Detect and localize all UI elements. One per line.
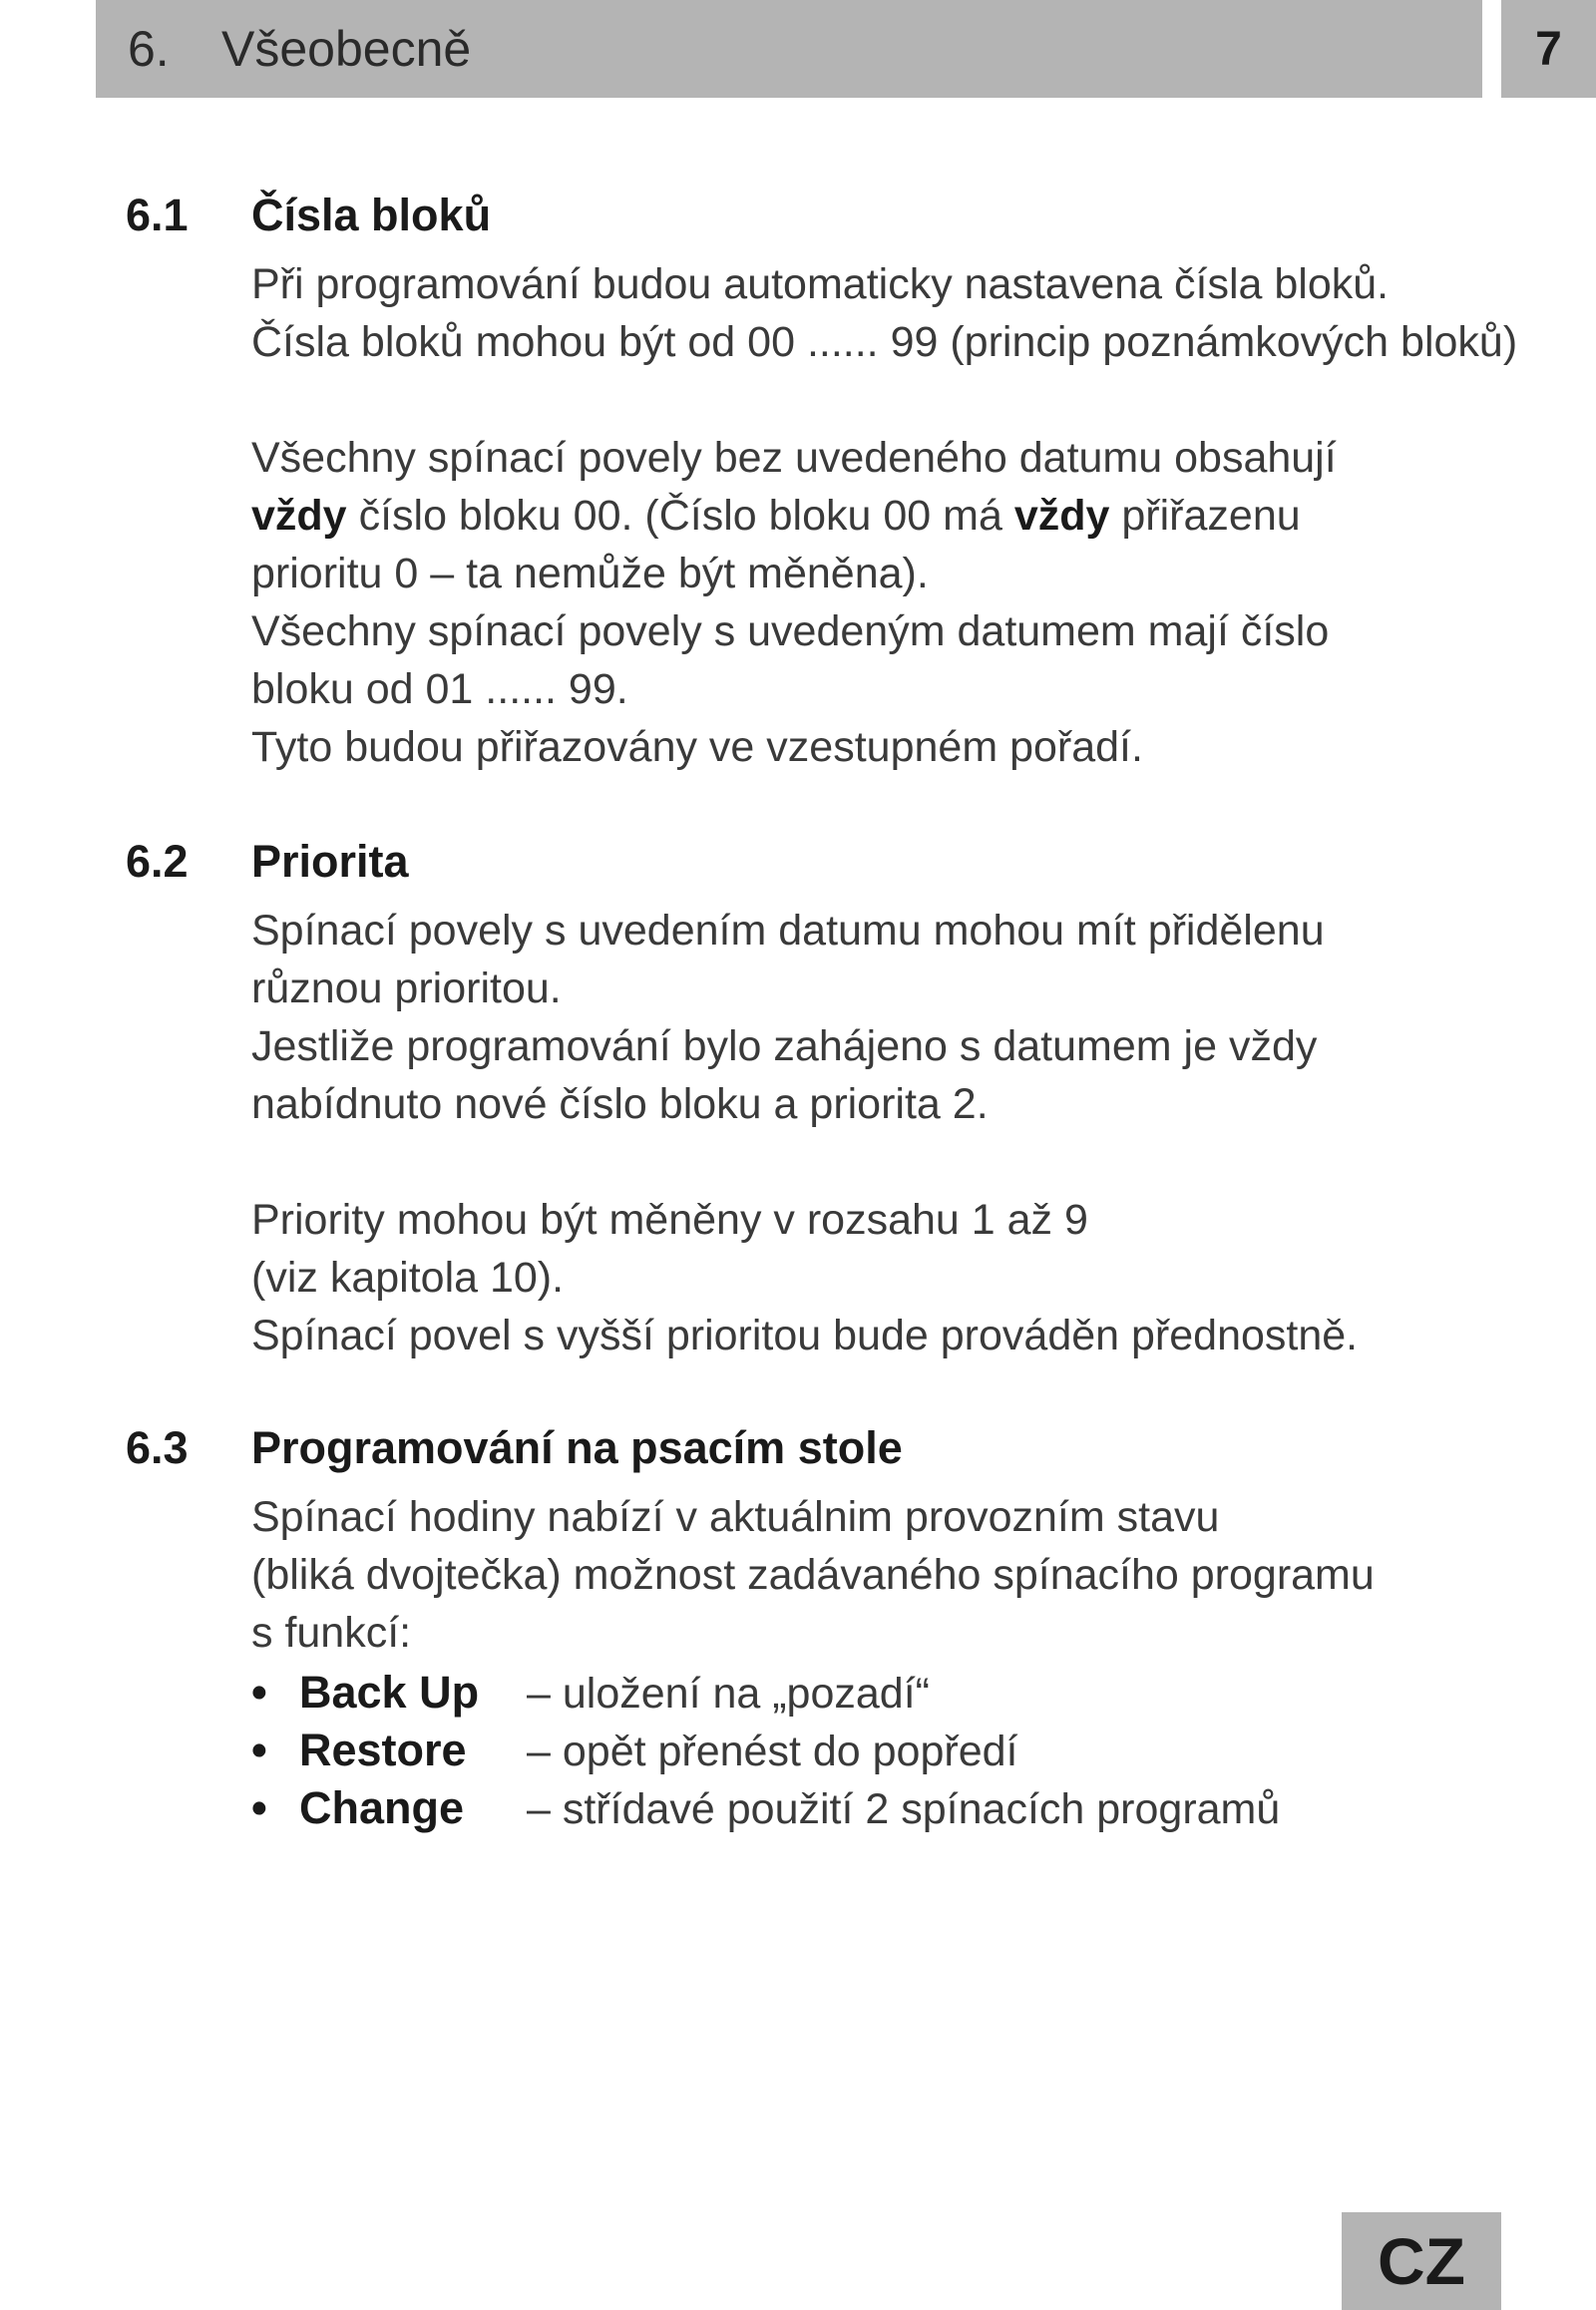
- paragraph-line: nabídnuto nové číslo bloku a priorita 2.: [251, 1080, 989, 1128]
- chapter-title: Všeobecně: [221, 21, 472, 77]
- paragraph-line: Čísla bloků mohou být od 00 ...... 99 (princip poznámkových bloků): [251, 318, 1518, 366]
- paragraph-line: Všechny spínací povely bez uvedeného datumu obsahují: [251, 434, 1337, 482]
- function-name: Back Up: [299, 1667, 480, 1718]
- function-description: – uložení na „pozadí“: [527, 1670, 930, 1718]
- paragraph-line: Priority mohou být měněny v rozsahu 1 až 9: [251, 1196, 1088, 1244]
- section-title: Programování na psacím stole: [251, 1422, 903, 1473]
- paragraph-line: Spínací hodiny nabízí v aktuálnim provozním stavu: [251, 1493, 1220, 1541]
- function-name: Restore: [299, 1725, 467, 1775]
- bullet-icon: •: [251, 1667, 267, 1718]
- bold-word: vždy: [251, 492, 347, 540]
- page-number: 7: [1501, 0, 1596, 98]
- text-fragment: přiřazenu: [1121, 492, 1301, 540]
- section-number: 6.3: [126, 1422, 189, 1473]
- paragraph-line: Spínací povel s vyšší prioritou bude prováděn přednostně.: [251, 1312, 1359, 1359]
- paragraph-line: Jestliže programování bylo zahájeno s datumem je vždy: [251, 1022, 1318, 1070]
- paragraph-line: s funkcí:: [251, 1609, 412, 1657]
- bullet-icon: •: [251, 1725, 267, 1775]
- chapter-header: [96, 0, 1482, 98]
- chapter-number: 6.: [128, 21, 170, 77]
- function-name: Change: [299, 1782, 465, 1833]
- bullet-icon: •: [251, 1782, 267, 1833]
- paragraph-line: bloku od 01 ...... 99.: [251, 665, 628, 713]
- paragraph-line: Všechny spínací povely s uvedeným datumem mají číslo: [251, 607, 1330, 655]
- paragraph-line: (bliká dvojtečka) možnost zadávaného spínacího programu: [251, 1551, 1375, 1599]
- paragraph-line-mixed: [251, 492, 1301, 540]
- section-title: Čísla bloků: [251, 190, 492, 240]
- section-number: 6.1: [126, 190, 189, 240]
- list-item: [251, 1782, 1281, 1833]
- list-item: [251, 1667, 930, 1718]
- paragraph-line: prioritu 0 – ta nemůže být měněna).: [251, 550, 929, 597]
- paragraph-line: Tyto budou přiřazovány ve vzestupném pořadí.: [251, 723, 1143, 771]
- function-description: – opět přenést do popředí: [527, 1728, 1018, 1775]
- text-fragment: číslo bloku 00. (Číslo bloku 00 má: [358, 492, 1014, 540]
- list-item: [251, 1725, 1018, 1775]
- bold-word: vždy: [1013, 492, 1110, 540]
- section-title: Priorita: [251, 836, 409, 887]
- paragraph-line: (viz kapitola 10).: [251, 1254, 565, 1302]
- language-tab: CZ: [1342, 2212, 1501, 2310]
- section-number: 6.2: [126, 836, 189, 887]
- paragraph-line: Při programování budou automaticky nastavena čísla bloků.: [251, 260, 1390, 308]
- function-description: – střídavé použití 2 spínacích programů: [527, 1785, 1281, 1833]
- paragraph-line: Spínací povely s uvedením datumu mohou mít přidělenu: [251, 907, 1325, 955]
- paragraph-line: různou prioritou.: [251, 964, 562, 1012]
